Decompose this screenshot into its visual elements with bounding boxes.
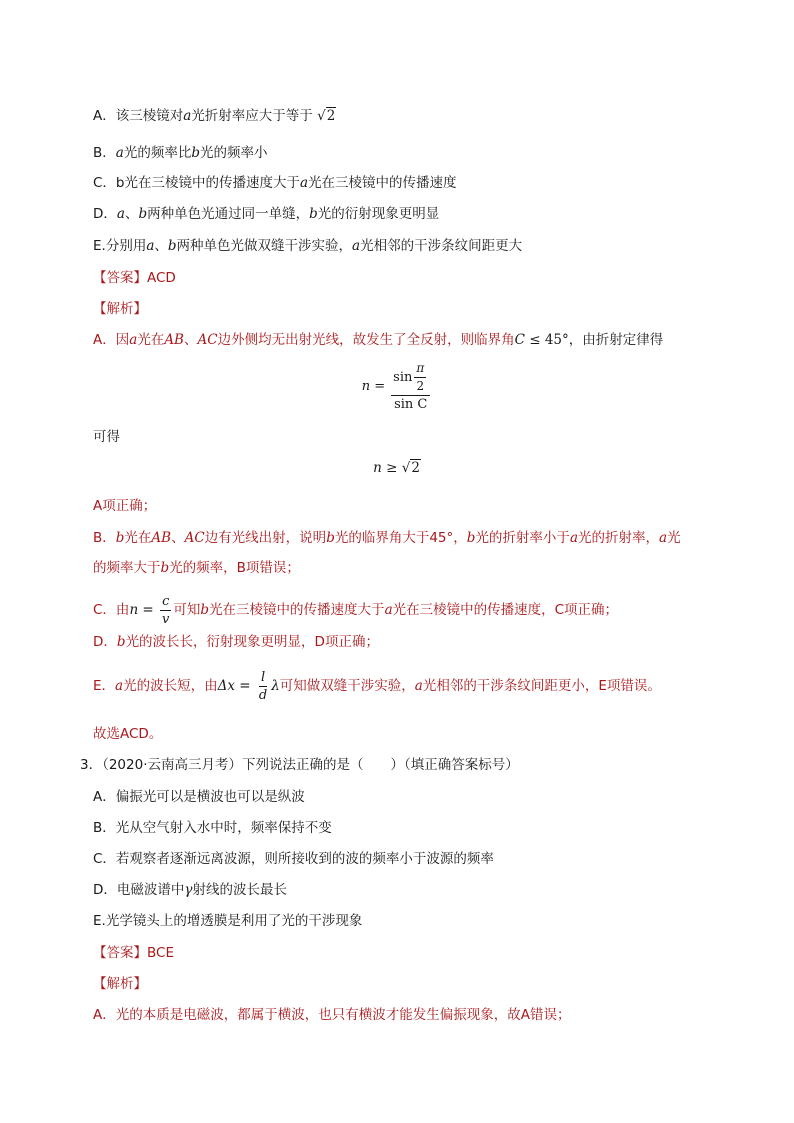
- option-e: E.分别用a、b两种单色光做双缝干涉实验，a光相邻的干涉条纹间距更大: [93, 238, 523, 254]
- analysis-c: C．由n = $\frac{c}{v}$ 可知b光在三棱镜中的传播速度大于a光在三棱镜中的传播速度，C项正确；: [93, 593, 619, 627]
- analysis-label: 【解析】: [93, 301, 147, 317]
- q3-option-d: D．电磁波谱中γ射线的波长最长: [93, 882, 287, 898]
- var-a: a: [183, 108, 192, 124]
- option-a-text-2: 光折射率应大于等于: [191, 108, 313, 124]
- q3-answer-line: 【答案】BCE: [93, 945, 174, 961]
- kede: 可得: [93, 429, 120, 445]
- q3-option-c: C．若观察者逐渐远离波源，则所接收到的波的频率小于波源的频率: [93, 851, 494, 867]
- option-b: B．a光的频率比b光的频率小: [93, 145, 268, 161]
- q3-option-a: A．偏振光可以是横波也可以是纵波: [93, 789, 305, 805]
- formula-n-ge-sqrt2: n ≥ √2: [373, 460, 420, 476]
- analysis-b-1: B．b光在AB、AC边有光线出射，说明b光的临界角大于45°，b光的折射率小于a光的折射率，a光: [93, 530, 681, 546]
- answer-label: 【答案】: [93, 270, 147, 286]
- q3-option-e: E.光学镜头上的增透膜是利用了光的干涉现象: [93, 913, 363, 929]
- analysis-a: A．因a光在AB、AC边外侧均无出射光线，故发生了全反射，则临界角C ≤ 45°，由折射定律得: [93, 332, 664, 348]
- q3-option-b: B．光从空气射入水中时，频率保持不变: [93, 820, 332, 836]
- q3-analysis-a: A．光的本质是电磁波，都属于横波，也只有横波才能发生偏振现象，故A错误；: [93, 1007, 571, 1023]
- option-c: C．b光在三棱镜中的传播速度大于a光在三棱镜中的传播速度: [93, 175, 457, 191]
- formula-refraction: n = sin $\frac{\pi}{2}$ sin C: [0, 360, 794, 420]
- analysis-e: E．a光的波长短，由Δx = $\frac{l}{d}$ λ可知做双缝干涉实验，a光相邻的干涉条纹间距更小，E项错误。: [93, 669, 661, 703]
- sqrt-2: √2: [317, 108, 336, 124]
- question-3-stem: 3．（2020·云南高三月考）下列说法正确的是（ ）（填正确答案标号）: [80, 757, 519, 773]
- analysis-d: D．b光的波长长，衍射现象更明显，D项正确；: [93, 634, 379, 650]
- option-a: [93, 106, 336, 126]
- answer-line: [93, 268, 176, 288]
- answer-value: ACD: [147, 270, 176, 286]
- option-a-text: A．该三棱镜对: [93, 108, 184, 124]
- choose-line: 故选ACD。: [93, 726, 163, 742]
- analysis-b-2: 的频率大于b光的频率，B项错误；: [93, 560, 300, 576]
- a-ok: A项正确；: [93, 498, 157, 514]
- q3-analysis-label: 【解析】: [93, 976, 147, 992]
- option-d: D．a、b两种单色光通过同一单缝，b光的衍射现象更明显: [93, 206, 440, 222]
